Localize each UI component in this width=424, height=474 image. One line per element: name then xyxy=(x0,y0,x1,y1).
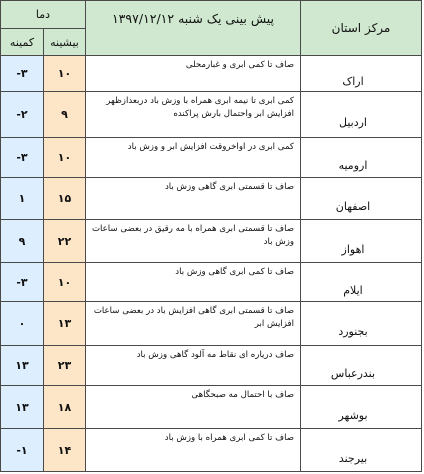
province-name: بندرعباس xyxy=(330,367,376,380)
max-temp-cell: ۱۰ xyxy=(43,55,86,92)
province-cell xyxy=(300,262,422,302)
max-temp-cell: ۱۵ xyxy=(43,177,86,220)
forecast-cell xyxy=(85,301,301,346)
min-temp-cell: -۲ xyxy=(0,91,44,138)
forecast-text: کمی ابری در اواخروقت افزایش ابر و وزش باد xyxy=(127,142,294,152)
province-name: ارومیه xyxy=(338,159,368,172)
forecast-text: صاف تا کمی ابری همراه با وزش باد xyxy=(164,433,294,443)
table-row xyxy=(0,55,422,92)
province-name: بوشهر xyxy=(338,408,368,422)
table-row xyxy=(0,219,422,263)
forecast-text: صاف با احتمال مه صبحگاهی xyxy=(191,390,294,400)
forecast-text: صاف تا قسمتی ابری همراه با مه رقیق در بعضی ساعات وزش باد xyxy=(91,224,294,247)
forecast-text: صاف تا کمی ابری گاهی وزش باد xyxy=(175,267,294,277)
min-temp-cell: ۱۳ xyxy=(0,345,44,386)
province-cell xyxy=(300,219,422,263)
province-cell xyxy=(300,177,422,220)
forecast-text: کمی ابری تا نیمه ابری همراه با وزش باد دربعدازظهر افزایش ابر واحتمال بارش پراکنده xyxy=(106,96,294,119)
forecast-cell xyxy=(85,385,301,429)
forecast-cell xyxy=(85,428,301,472)
forecast-cell xyxy=(85,55,301,92)
header-min: کمینه xyxy=(0,28,44,56)
province-name: اراک xyxy=(342,75,364,88)
province-cell xyxy=(300,428,422,472)
min-temp-cell: ۱ xyxy=(0,177,44,220)
province-name: بجنورد xyxy=(338,325,368,338)
header-province: مرکز استان xyxy=(300,0,422,56)
min-temp-cell: -۱ xyxy=(0,428,44,472)
forecast-cell xyxy=(85,262,301,302)
forecast-text: صاف تا قسمتی ابری گاهی افزایش باد در بعضی ساعات افزایش ابر xyxy=(93,306,294,329)
table-row xyxy=(0,91,422,138)
province-cell xyxy=(300,385,422,429)
table-row xyxy=(0,137,422,178)
table-row xyxy=(0,385,422,429)
table-row xyxy=(0,345,422,386)
province-name: اردبیل xyxy=(339,116,367,129)
max-temp-cell: ۲۳ xyxy=(43,345,86,386)
province-name: اصفهان xyxy=(335,200,371,213)
table-row xyxy=(0,301,422,346)
table-header xyxy=(0,0,422,56)
header-max: بیشینه xyxy=(43,28,86,56)
header-temperature: دما xyxy=(0,0,86,29)
max-temp-cell: ۱۰ xyxy=(43,262,86,302)
forecast-cell xyxy=(85,345,301,386)
forecast-cell xyxy=(85,137,301,178)
forecast-text: صاف تا کمی ابری و غبارمحلی xyxy=(185,60,294,70)
forecast-text: صاف تا قسمتی ابری گاهی وزش باد xyxy=(164,182,294,192)
province-cell xyxy=(300,301,422,346)
min-temp-cell: ۹ xyxy=(0,219,44,263)
forecast-cell xyxy=(85,177,301,220)
max-temp-cell: ۱۳ xyxy=(43,301,86,346)
max-temp-cell: ۲۲ xyxy=(43,219,86,263)
province-name: اهواز xyxy=(341,242,365,256)
province-name: بیرجند xyxy=(338,451,368,465)
header-forecast-date: پیش بینی یک شنبه ۱۳۹۷/۱۲/۱۲ xyxy=(85,0,301,56)
province-cell xyxy=(300,91,422,138)
table-row xyxy=(0,428,422,472)
max-temp-cell: ۱۴ xyxy=(43,428,86,472)
max-temp-cell: ۱۰ xyxy=(43,137,86,178)
min-temp-cell: ۱۳ xyxy=(0,385,44,429)
min-temp-cell: -۳ xyxy=(0,262,44,302)
province-cell xyxy=(300,345,422,386)
min-temp-cell: -۳ xyxy=(0,137,44,178)
table-row xyxy=(0,177,422,220)
max-temp-cell: ۱۸ xyxy=(43,385,86,429)
forecast-cell xyxy=(85,91,301,138)
max-temp-cell: ۹ xyxy=(43,91,86,138)
forecast-text: صاف دریاره ای نقاط مه آلود گاهی وزش باد xyxy=(136,350,294,360)
forecast-cell xyxy=(85,219,301,263)
table-row xyxy=(0,262,422,302)
min-temp-cell: -۳ xyxy=(0,55,44,92)
province-name: ایلام xyxy=(343,283,363,297)
min-temp-cell: ۰ xyxy=(0,301,44,346)
province-cell xyxy=(300,55,422,92)
province-cell xyxy=(300,137,422,178)
